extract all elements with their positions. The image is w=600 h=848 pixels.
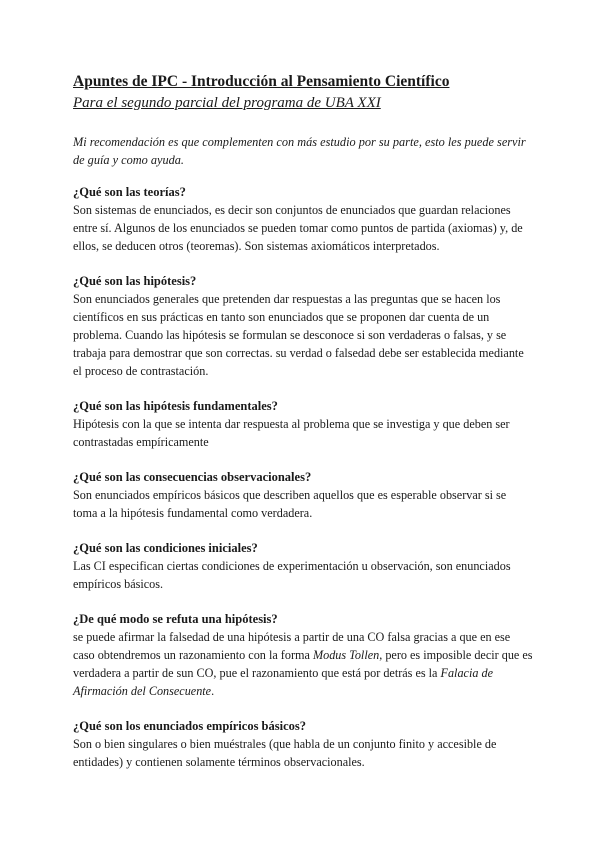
section-hipotesis bbox=[73, 272, 533, 380]
question-heading: ¿De qué modo se refuta una hipótesis? bbox=[73, 612, 278, 626]
section-consecuencias-observacionales bbox=[73, 468, 533, 522]
section-teorias bbox=[73, 183, 533, 255]
question-heading: ¿Qué son las condiciones iniciales? bbox=[73, 541, 258, 555]
section-enunciados-empiricos bbox=[73, 717, 533, 771]
question-heading: ¿Qué son las hipótesis? bbox=[73, 274, 197, 288]
intro-note: Mi recomendación es que complementen con más estudio por su parte, esto les puede servir de guía y como ayuda. bbox=[73, 135, 526, 167]
answer-text: Son sistemas de enunciados, es decir son conjuntos de enunciados que guardan relaciones entre sí. Algunos de los enunciados se pueden tomar como puntos de partida (axiomas) y, de ellos, se deducen otros (teoremas). Son sistemas axiomáticos interpretados. bbox=[73, 203, 523, 253]
section-hipotesis-fundamentales bbox=[73, 397, 533, 451]
question-heading: ¿Qué son los enunciados empíricos básicos? bbox=[73, 719, 307, 733]
answer-text: Son o bien singulares o bien muéstrales (que habla de un conjunto finito y accesible de entidades) y contienen solamente términos observacionales. bbox=[73, 737, 497, 769]
document-title: Apuntes de IPC - Introducción al Pensamiento Científico bbox=[73, 73, 450, 90]
section-refutacion bbox=[73, 610, 533, 700]
answer-text: Son enunciados empíricos básicos que describen aquellos que es esperable observar si se toma a la hipótesis fundamental como verdadera. bbox=[73, 488, 507, 520]
question-heading: ¿Qué son las consecuencias observacionales? bbox=[73, 470, 312, 484]
answer-text: Hipótesis con la que se intenta dar respuesta al problema que se investiga y que deben ser contrastadas empíricamente bbox=[73, 417, 510, 449]
answer-text bbox=[73, 628, 533, 700]
section-condiciones-iniciales bbox=[73, 539, 533, 593]
answer-text: Las CI especifican ciertas condiciones de experimentación u observación, son enunciados empíricos básicos. bbox=[73, 559, 511, 591]
question-heading: ¿Qué son las teorías? bbox=[73, 185, 186, 199]
answer-emphasis: Modus Tollen bbox=[312, 648, 380, 662]
answer-part: , pero es imposible decir que es verdadera a partir de sun CO, pue el razonamiento que está por detrás es la bbox=[73, 648, 533, 680]
qa-sections bbox=[73, 183, 533, 788]
document-subtitle: Para el segundo parcial del programa de UBA XXI bbox=[73, 95, 381, 111]
answer-part: se puede afirmar la falsedad de una hipótesis a partir de una CO falsa gracias a que en ese caso obtendremos un razonamiento con la forma bbox=[73, 630, 511, 662]
answer-part: . bbox=[211, 684, 215, 698]
answer-text: Son enunciados generales que pretenden dar respuestas a las preguntas que se hacen los científicos en sus prácticas en tanto son enunciados que se proponen dar cuenta de un problema. Cuando las hipótesis se formulan se desconoce si son verdaderas o falsas, y se trabaja para demostrar que son correctas. su verdad o falsedad debe ser establecida mediante el proceso de contrastación. bbox=[73, 292, 524, 378]
answer-emphasis: Falacia de Afirmación del Consecuente bbox=[73, 666, 493, 698]
question-heading: ¿Qué son las hipótesis fundamentales? bbox=[73, 399, 278, 413]
